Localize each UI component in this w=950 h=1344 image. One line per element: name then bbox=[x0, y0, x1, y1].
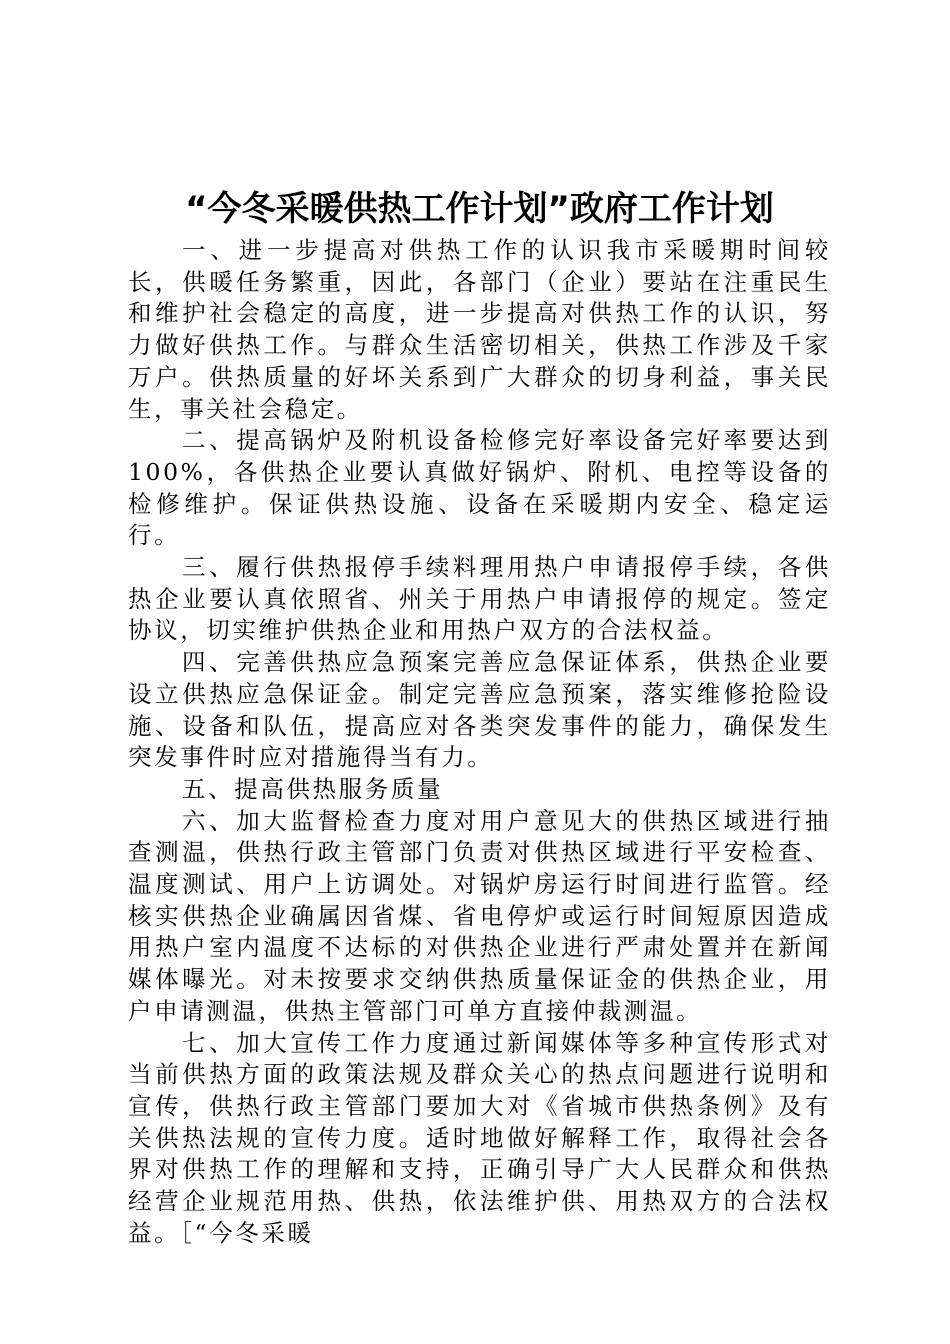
document-title: “今冬采暖供热工作计划”政府工作计划 bbox=[185, 189, 774, 229]
document-page bbox=[128, 183, 831, 1250]
paragraph-2: 二、提高锅炉及附机设备检修完好率设备完好率要达到100%，各供热企业要认真做好锅炉、附机、电控等设备的检修维护。保证供热设施、设备在采暖期内安全、稳定运行。 bbox=[128, 426, 831, 550]
paragraph-1: 一、进一步提高对供热工作的认识我市采暖期时间较长，供暖任务繁重，因此，各部门（企业）要站在注重民生和维护社会稳定的高度，进一步提高对供热工作的认识，努力做好供热工作。与群众生活密切相关，供热工作涉及千家万户。供热质量的好坏关系到广大群众的切身利益，事关民生，事关社会稳定。 bbox=[128, 236, 831, 423]
paragraph-6: 六、加大监督检查力度对用户意见大的供热区域进行抽查测温，供热行政主管部门负责对供热区域进行平安检查、温度测试、用户上访调处。对锅炉房运行时间进行监管。经核实供热企业确属因省煤、省电停炉或运行时间短原因造成用热户室内温度不达标的对供热企业进行严肃处置并在新闻媒体曝光。对未按要求交纳供热质量保证金的供热企业，用户申请测温，供热主管部门可单方直接仲裁测温。 bbox=[128, 806, 831, 1025]
paragraph-3: 三、履行供热报停手续料理用热户申请报停手续，各供热企业要认真依照省、州关于用热户申请报停的规定。签定协议，切实维护供热企业和用热户双方的合法权益。 bbox=[128, 553, 831, 645]
paragraph-4: 四、完善供热应急预案完善应急保证体系，供热企业要设立供热应急保证金。制定完善应急预案，落实维修抢险设施、设备和队伍，提高应对各类突发事件的能力，确保发生突发事件时应对措施得当有力。 bbox=[128, 648, 831, 772]
paragraph-7: 七、加大宣传工作力度通过新闻媒体等多种宣传形式对当前供热方面的政策法规及群众关心的热点问题进行说明和宣传，供热行政主管部门要加大对《省城市供热条例》及有关供热法规的宣传力度。适时地做好解释工作，取得社会各界对供热工作的理解和支持，正确引导广大人民群众和供热经营企业规范用热、供热，依法维护供、用热双方的合法权益。［“今冬采暖 bbox=[128, 1028, 831, 1247]
paragraph-5: 五、提高供热服务质量 bbox=[182, 774, 444, 803]
